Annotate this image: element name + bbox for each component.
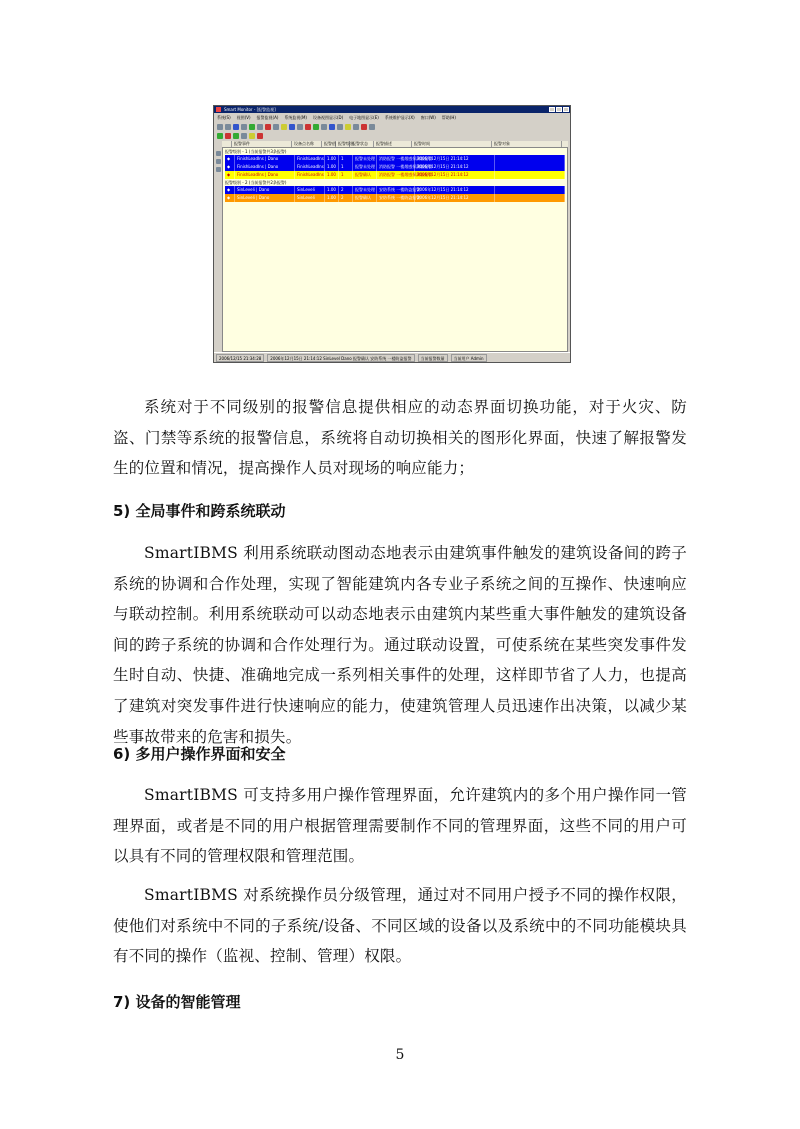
alarm-cell: 2006年12月15日 21:14:12	[415, 194, 495, 202]
menu-item: 系统监视(M)	[284, 115, 307, 120]
status-field: 2006年12月15日 21:14:12 SinLevel Dano 报警确认 安防系统 一楼防盗报警	[267, 354, 414, 362]
status-field: 当前报警数量	[418, 354, 448, 362]
alarm-group-label: 报警级别 - 2 (当前报警共2条报警)	[225, 180, 287, 185]
toolbar-icon	[225, 133, 231, 139]
alarm-cell	[495, 186, 565, 194]
toolbar-icon	[233, 133, 239, 139]
toolbar-icon	[257, 124, 263, 130]
alarm-cell: SinLeveli | Dano	[235, 186, 295, 194]
alarm-cell: 2	[339, 194, 353, 202]
alarm-cell: 消防报警 一楼烟感探测器报警	[379, 164, 433, 169]
paragraph-permissions: SmartIBMS 对系统操作员分级管理，通过对不同用户授予不同的操作权限，使他们对系统中不同的子系统/设备、不同区域的设备以及系统中的不同功能模块具有不同的操作（监视、控制、管理）权限。	[113, 886, 687, 966]
alarm-cell: 1.00	[325, 194, 339, 202]
toolbar-icon	[241, 124, 247, 130]
toolbar-icon	[225, 124, 231, 130]
toolbar-icon	[216, 151, 221, 156]
alarm-cell: ◆	[225, 186, 235, 194]
column-label: 报警级别	[338, 141, 354, 146]
section-heading-5: 5) 全局事件和跨系统联动	[113, 502, 286, 520]
toolbar-icon	[249, 124, 255, 130]
alarm-cell: 1.00	[325, 171, 339, 179]
alarm-cell: FinishLeadIns | Dano	[235, 155, 295, 163]
menu-bar	[214, 114, 570, 121]
status-bar	[214, 352, 570, 362]
maximize-icon	[556, 107, 562, 112]
toolbar-icon	[297, 124, 303, 130]
toolbar-icon	[249, 133, 255, 139]
alarm-cell	[495, 194, 565, 202]
column-label: 报警状态	[350, 141, 374, 147]
toolbar-icon	[265, 124, 271, 130]
column-label: 报警描述	[374, 141, 412, 147]
page-number: 5	[395, 1047, 405, 1063]
menu-item: 帮助(H)	[441, 115, 456, 120]
menu-item: 系统(S)	[217, 115, 231, 120]
close-icon	[563, 107, 569, 112]
toolbar-icon	[217, 133, 223, 139]
alarm-cell: 2006年12月15日 21:14:12	[415, 155, 495, 163]
alarm-cell	[495, 171, 565, 179]
paragraph-linkage: SmartIBMS 利用系统联动图动态地表示由建筑事件触发的建筑设备间的跨子系统的协调和合作处理，实现了智能建筑内各专业子系统之间的互操作、快速响应与联动控制。利用系统联动可以动态地表示由建筑内某些重大事件触发的建筑设备间的跨子系统的协调和合作处理行为。通过联动设置，可使系统在某些突发事件发生时自动、快捷、准确地完成一系列相关事件的处理，这样即节省了人力，也提高了建筑对突发事件进行快速响应的能力，使建筑管理人员迅速作出决策，以减少某些事故带来的危害和损失。	[113, 544, 687, 746]
toolbar-icon	[217, 124, 223, 130]
alarm-cell	[495, 163, 565, 171]
toolbar-icon	[257, 133, 263, 139]
alarm-cell: ◆	[225, 171, 235, 179]
secondary-toolbar	[214, 132, 570, 140]
toolbar-icon	[337, 124, 343, 130]
alarm-cell: FinishLeadIns | Dano	[235, 171, 295, 179]
alarm-cell: 1.00	[325, 155, 339, 163]
column-label: 报警时间	[412, 141, 492, 147]
alarm-cell: 报警未处理	[355, 156, 375, 161]
status-field: 2006/12/15 21:34:28	[216, 354, 264, 362]
alarm-cell: 消防报警 一楼烟感探测器报警	[379, 156, 433, 161]
alarm-cell: 2006年12月15日 21:14:12	[415, 171, 495, 179]
paragraph-multiuser: SmartIBMS 可支持多用户操作管理界面，允许建筑内的多个用户操作同一管理界面，或者是不同的用户根据管理需要制作不同的管理界面，这些不同的用户可以具有不同的管理权限和管理范围。	[113, 786, 687, 866]
toolbar-icon	[313, 124, 319, 130]
alarm-cell: FinishLeadIns	[297, 172, 324, 177]
toolbar-icon	[329, 124, 335, 130]
alarm-group-label: 报警级别 - 1 (当前报警共3条报警)	[225, 149, 287, 154]
alarm-cell: 报警确认	[353, 194, 377, 202]
window-title: Smart Monitor - [报警监视]	[224, 107, 276, 112]
alarm-cell: 安防系统 一楼防盗报警	[379, 195, 421, 200]
alarm-cell: FinishLeadIns	[297, 156, 324, 161]
alarm-cell: 1	[339, 163, 353, 171]
alarm-cell: 安防系统 一楼防盗报警	[379, 187, 421, 192]
toolbar-icon	[305, 124, 311, 130]
toolbar-icon	[216, 159, 221, 164]
menu-item: 报警监视(A)	[256, 115, 279, 120]
app-icon	[216, 107, 221, 112]
alarm-cell: 报警未处理	[355, 187, 375, 192]
alarm-list	[222, 147, 568, 352]
column-label: 报警值	[324, 141, 336, 146]
menu-item: 电子地图显示(E)	[349, 115, 379, 120]
section-heading-7: 7) 设备的智能管理	[113, 993, 241, 1011]
alarm-row	[225, 194, 565, 202]
toolbar-icon	[241, 133, 247, 139]
toolbar-icon	[353, 124, 359, 130]
menu-item: 视图(V)	[236, 115, 251, 120]
toolbar-icon	[233, 124, 239, 130]
alarm-cell: SinLeveli	[295, 186, 325, 194]
alarm-cell: ◆	[225, 155, 235, 163]
alarm-monitor-screenshot	[213, 105, 571, 363]
alarm-cell: FinishLeadIns	[297, 164, 324, 169]
menu-item: 窗口(W)	[420, 115, 436, 120]
menu-item: 系统维护显示(X)	[384, 115, 415, 120]
toolbar-icon	[216, 167, 221, 172]
left-toolbar	[214, 141, 222, 352]
toolbar-icon	[345, 124, 351, 130]
alarm-cell: SinLeveli	[295, 194, 325, 202]
toolbar-icon	[369, 124, 375, 130]
alarm-cell: FinishLeadIns | Dano	[235, 163, 295, 171]
column-label: 报警对象	[492, 141, 562, 147]
toolbar	[214, 122, 570, 131]
toolbar-icon	[361, 124, 367, 130]
toolbar-icon	[289, 124, 295, 130]
alarm-cell: 1	[339, 171, 353, 179]
alarm-cell: 消防报警 一楼烟感探测器报警	[379, 172, 433, 177]
alarm-row	[225, 186, 565, 194]
paragraph-alarm-switching: 系统对于不同级别的报警信息提供相应的动态界面切换功能，对于火灾、防盗、门禁等系统的报警信息，系统将自动切换相关的图形化界面，快速了解报警发生的位置和情况，提高操作人员对现场的响应能力；	[113, 398, 687, 478]
alarm-row	[225, 155, 565, 163]
alarm-row	[225, 171, 565, 179]
alarm-cell: 2006年12月15日 21:14:12	[415, 163, 495, 171]
section-heading-6: 6) 多用户操作界面和安全	[113, 745, 286, 763]
minimize-icon	[549, 107, 555, 112]
alarm-cell: ◆	[225, 194, 235, 202]
alarm-cell	[495, 155, 565, 163]
status-field: 当前用户 Admin	[451, 354, 487, 362]
alarm-cell: 2006年12月15日 21:14:12	[415, 186, 495, 194]
alarm-cell: SinLeveli | Dano	[235, 194, 295, 202]
toolbar-icon	[321, 124, 327, 130]
alarm-cell: 报警未处理	[355, 164, 375, 169]
column-label: 报警事件	[232, 141, 292, 147]
alarm-cell: 报警确认	[353, 171, 377, 179]
toolbar-icon	[281, 124, 287, 130]
toolbar-icon	[273, 124, 279, 130]
alarm-cell: 1	[339, 155, 353, 163]
alarm-cell: 1.00	[325, 163, 339, 171]
window-titlebar	[214, 106, 570, 113]
menu-item: 设备视图显示(D)	[312, 115, 344, 120]
column-label: 设备点名称	[292, 141, 322, 147]
alarm-cell: 2	[339, 186, 353, 194]
alarm-cell: 1.00	[325, 186, 339, 194]
alarm-row	[225, 163, 565, 171]
alarm-cell: ◆	[225, 163, 235, 171]
